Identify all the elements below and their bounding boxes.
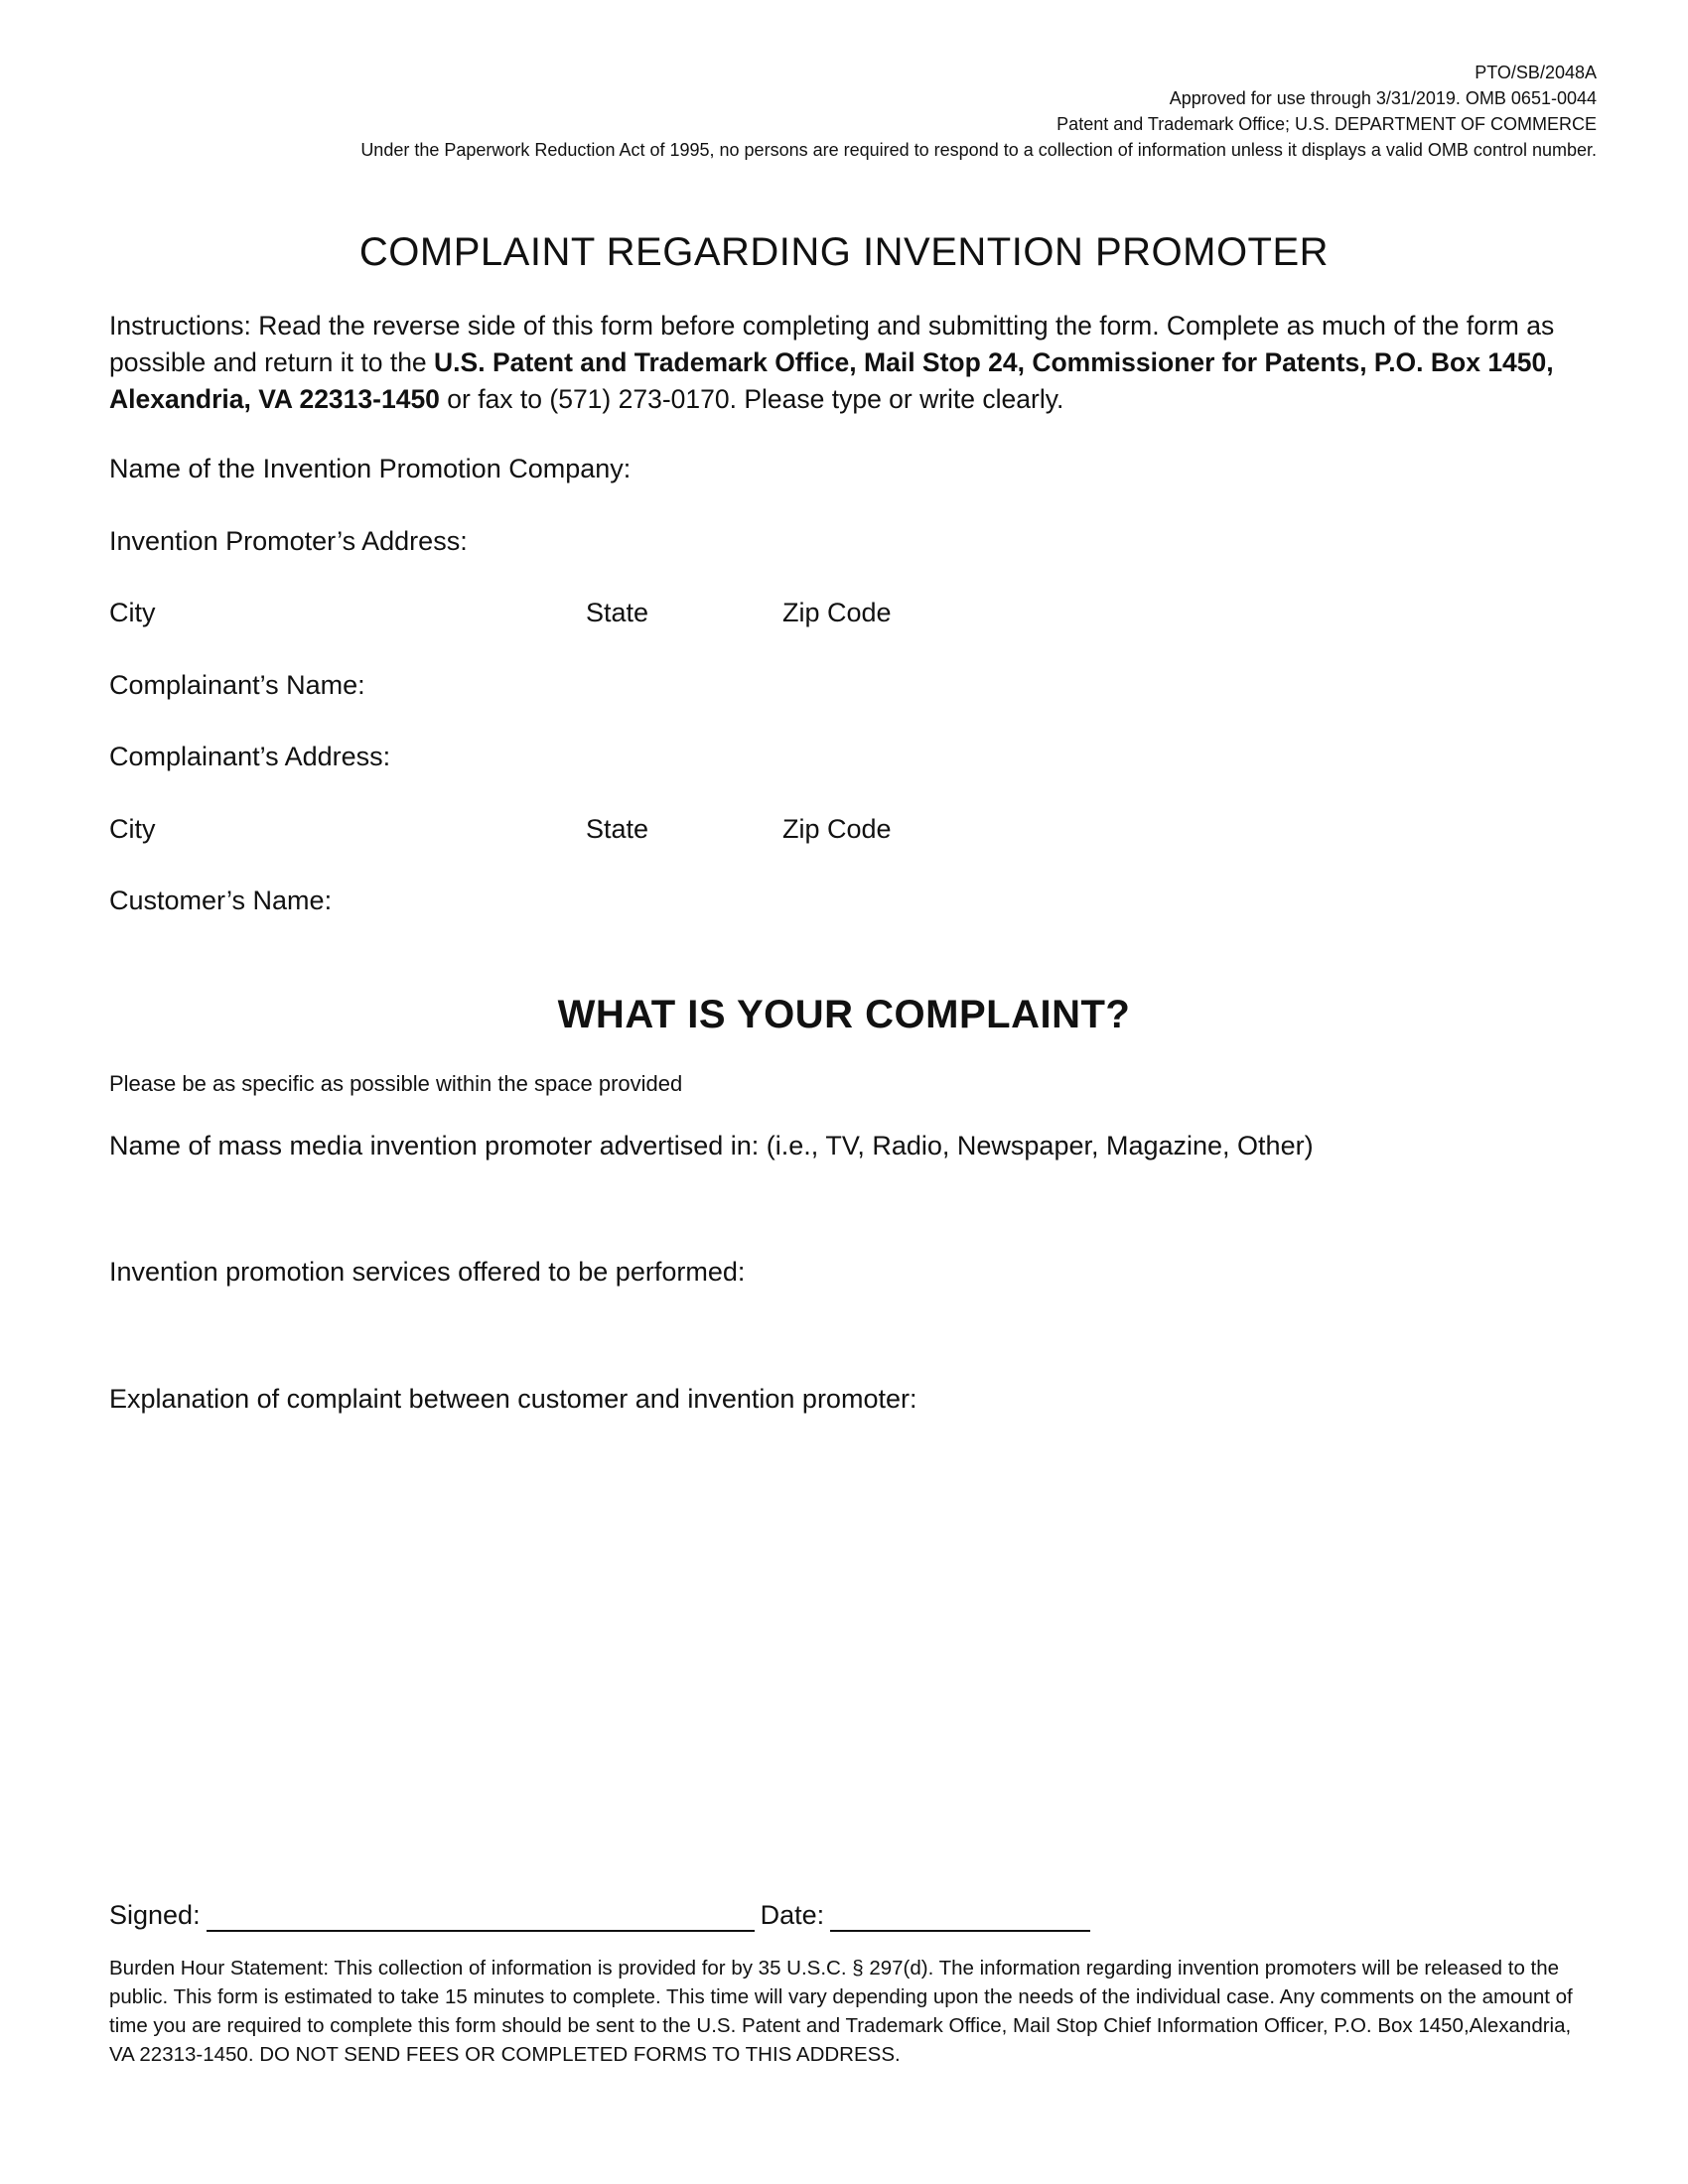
date-label: Date: <box>760 1900 825 1930</box>
form-id: PTO/SB/2048A <box>1475 63 1597 82</box>
promoter-city-label: City <box>109 598 156 627</box>
mailing-address: U.S. Patent and Trademark Office, Mail Stop 24, Commissioner for Patents, P.O. Box 1450, Alexandria, VA 22313-1450 <box>109 347 1554 414</box>
explanation-label: Explanation of complaint between customer and invention promoter: <box>109 1384 917 1414</box>
complaint-heading: WHAT IS YOUR COMPLAINT? <box>557 993 1131 1036</box>
date-line[interactable] <box>830 1906 1090 1932</box>
specificity-note: Please be as specific as possible within the space provided <box>109 1071 683 1096</box>
company-name-label: Name of the Invention Promotion Company: <box>109 454 632 483</box>
promoter-address-label: Invention Promoter’s Address: <box>109 526 468 556</box>
promoter-state-label: State <box>586 598 649 627</box>
signature-row <box>109 1898 1096 1932</box>
signed-label: Signed: <box>109 1900 201 1930</box>
complainant-city-label: City <box>109 814 156 844</box>
complainant-name-label: Complainant’s Name: <box>109 670 365 700</box>
form-title: COMPLAINT REGARDING INVENTION PROMOTER <box>358 230 1330 274</box>
instructions-text: Instructions: Read the reverse side of this form before completing and submitting the form. Complete as much of the form as possible and return it to the <box>109 311 1555 377</box>
agency-name: Patent and Trademark Office; U.S. DEPARTMENT OF COMMERCE <box>1056 114 1597 134</box>
complainant-state-label: State <box>586 814 649 844</box>
burden-statement: Burden Hour Statement: This collection of information is provided for by 35 U.S.C. § 297(d). The information regarding invention promoters will be released to the public. This form is estimated to take 15 minutes to complete. This time will vary depending upon the needs of the individual case. Any comments on the amount of time you are required to complete this form should be sent to the U.S. Patent and Trademark Office, Mail Stop Chief Information Officer, P.O. Box 1450,Alexandria, VA 22313-1450. DO NOT SEND FEES OR COMPLETED FORMS TO THIS ADDRESS. <box>109 1957 1573 2066</box>
customer-name-label: Customer’s Name: <box>109 886 333 915</box>
services-label: Invention promotion services offered to be performed: <box>109 1257 746 1287</box>
mass-media-label: Name of mass media invention promoter advertised in: (i.e., TV, Radio, Newspaper, Magazine, Other) <box>109 1131 1314 1160</box>
instructions-fax: or fax to (571) 273-0170. Please type or write clearly. <box>439 384 1064 414</box>
instructions <box>109 308 1589 418</box>
promoter-zip-label: Zip Code <box>782 598 892 627</box>
paperwork-notice: Under the Paperwork Reduction Act of 1995, no persons are required to respond to a collection of information unless it displays a valid OMB control number. <box>360 140 1597 160</box>
complainant-zip-label: Zip Code <box>782 814 892 844</box>
approval-notice: Approved for use through 3/31/2019. OMB 0651-0044 <box>1169 88 1597 108</box>
complainant-address-label: Complainant’s Address: <box>109 742 391 771</box>
signature-line[interactable] <box>207 1906 755 1932</box>
